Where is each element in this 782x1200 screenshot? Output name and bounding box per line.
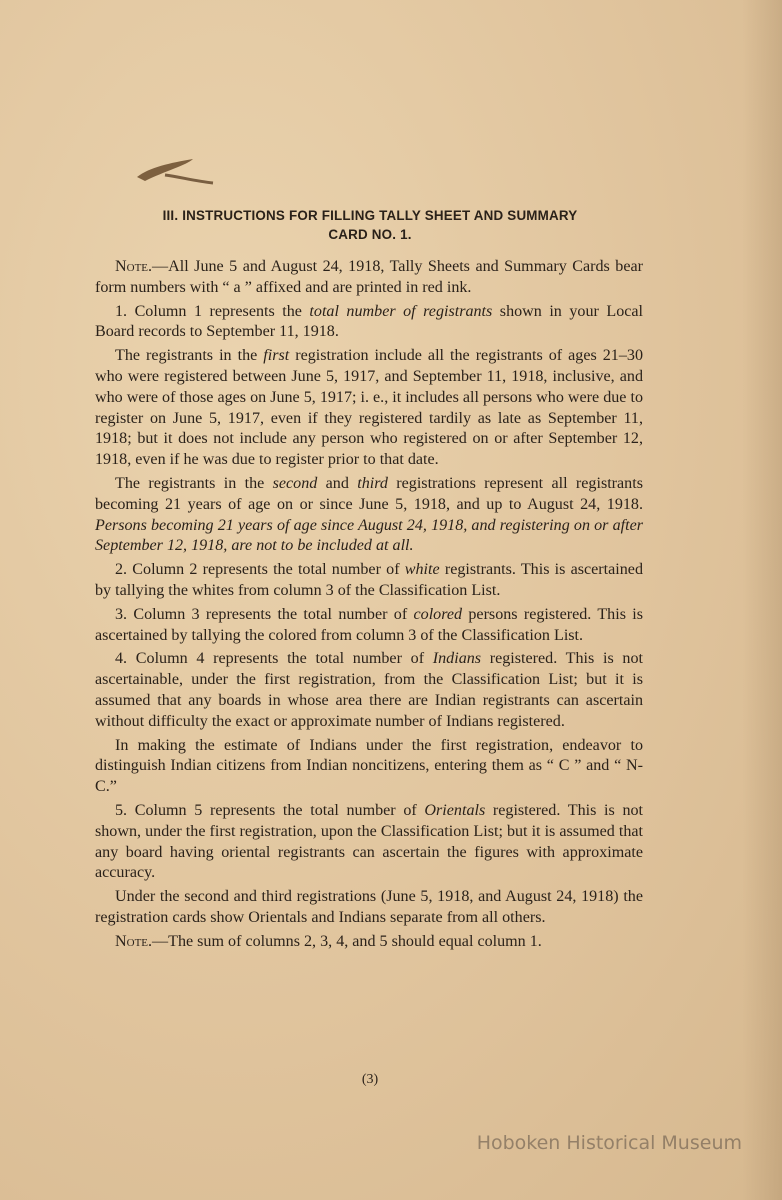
sum-note-paragraph: Note.—The sum of columns 2, 3, 4, and 5 should equal column 1.: [115, 932, 542, 950]
second-third-registration-paragraph: The registrants in the second and third registrations represent all registrants becoming 21 years of age on or since June 5, 1918, and up to August 24, 1918. Persons becoming 21 years of age since August 24, 1918, and registering on or after September 12, 1918, are not to be included at all.: [95, 474, 643, 555]
instructions-body: [95, 257, 643, 956]
indian-estimate-paragraph: In making the estimate of Indians under the first registration, endeavor to distinguish Indian citizens from Indian noncitizens, entering them as “ C ” and “ N-C.”: [95, 736, 643, 796]
column-2-paragraph: 2. Column 2 represents the total number of white registrants. This is ascertained by tallying the whites from column 3 of the Classification List.: [95, 561, 643, 599]
column-5-paragraph: 5. Column 5 represents the total number of Orientals registered. This is not shown, under the first registration, upon the Classification List; but it is assumed that any board having oriental registrants can ascertain the figures with approximate accuracy.: [95, 801, 644, 882]
note-paragraph: Note.—All June 5 and August 24, 1918, Tally Sheets and Summary Cards bear form numbers with “ a ” affixed and are printed in red ink.: [95, 258, 643, 296]
registration-cards-paragraph: Under the second and third registrations (June 5, 1918, and August 24, 1918) the registration cards show Orientals and Indians separate from all others.: [95, 888, 643, 926]
column-4-paragraph: 4. Column 4 represents the total number of Indians registered. This is not ascertainable, under the first registration, from the Classification List; but it is assumed that any boards in whose area there are Indian registrants can ascertain without difficulty the exact or approximate number of Indians registered.: [95, 650, 643, 730]
page-number: (3): [361, 1072, 379, 1087]
column-1-paragraph: 1. Column 1 represents the total number of registrants shown in your Local Board records to September 11, 1918.: [95, 302, 644, 341]
heading-line-1: III. INSTRUCTIONS FOR FILLING TALLY SHEET AND SUMMARY: [162, 208, 578, 223]
section-heading: [80, 206, 660, 244]
column-3-paragraph: 3. Column 3 represents the total number of colored persons registered. This is ascertained by tallying the colored from column 3 of the Classification List.: [95, 605, 643, 644]
ink-stain: [135, 155, 215, 185]
note-label: Note.: [115, 258, 153, 275]
first-registration-paragraph: The registrants in the first registration include all the registrants of ages 21–30 who were registered between June 5, 1917, and September 11, 1918, inclusive, and who were of those ages on June 5, 1917; i. e., it includes all persons who were due to register on June 5, 1917, even if they registered tardily as late as September 11, 1918; but it does not include any person who registered on or after September 12, 1918, even if he was due to register prior to that date.: [95, 347, 643, 469]
museum-watermark: Hoboken Historical Museum: [476, 1132, 742, 1154]
page-edge-shadow: [742, 0, 782, 1200]
note-label: Note.: [115, 932, 153, 950]
heading-line-2: CARD NO. 1.: [328, 227, 412, 242]
